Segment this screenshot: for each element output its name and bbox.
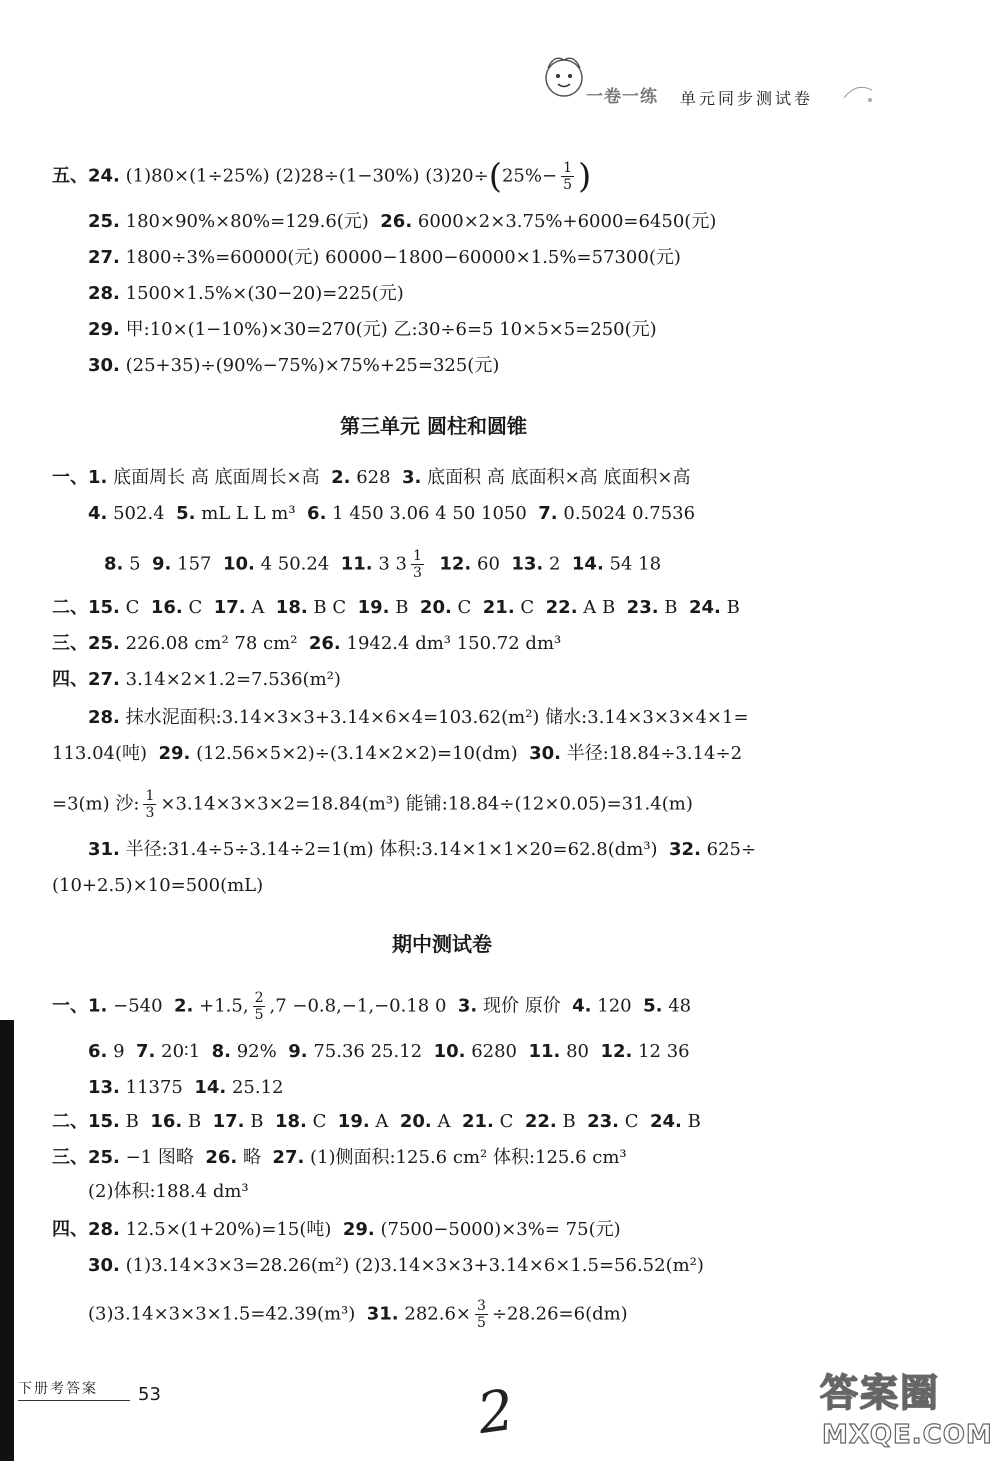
answer-line: 一、1. 底面周长 高 底面周长×高 2. 628 3. 底面积 高 底面积×高 底面积×高: [52, 467, 691, 488]
answer-line: 二、15. B 16. B 17. B 18. C 19. A 20. A 21. C 22. B 23. C 24. B: [52, 1111, 701, 1132]
scan-edge-shadow: [0, 1020, 14, 1461]
answer-line: 30. (1)3.14×3×3=28.26(m²) (2)3.14×3×3+3.14×6×1.5=56.52(m²): [88, 1255, 704, 1276]
brand-logo: 一卷一练: [586, 87, 658, 107]
section-title: 期中测试卷: [392, 932, 492, 956]
answer-line: 28. 1500×1.5%×(30−20)=225(元): [88, 283, 404, 304]
answer-line: 8. 5 9. 157 10. 4 50.24 11. 3 3 $\frac{1}{3}$ 12. 60 13. 2 14. 54 18: [104, 548, 662, 581]
footer-rule: [18, 1400, 130, 1401]
answer-line: 113.04(吨) 29. (12.56×5×2)÷(3.14×2×2)=10(dm) 30. 半径:18.84÷3.14÷2: [52, 743, 743, 764]
watermark-logo: 答案圈: [820, 1371, 941, 1415]
answer-line: 28. 抹水泥面积:3.14×3×3+3.14×6×4=103.62(m²) 储水:3.14×3×3×4×1=: [88, 707, 749, 728]
fraction: $\frac{3}{5}$: [477, 1298, 486, 1331]
watermark-url: MXQE.COM: [822, 1420, 993, 1450]
answer-line: 三、25. 226.08 cm² 78 cm² 26. 1942.4 dm³ 150.72 dm³: [52, 633, 562, 654]
series-title: 单元同步测试卷: [680, 89, 814, 108]
answer-line: 27. 1800÷3%=60000(元) 60000−1800−60000×1.5%=57300(元): [88, 247, 681, 268]
answer-line: (3)3.14×3×3×1.5=42.39(m³) 31. 282.6× $\frac{3}{5}$ ÷28.26=6(dm): [88, 1298, 628, 1331]
page-number: 53: [138, 1384, 161, 1405]
answer-line: 31. 半径:31.4÷5÷3.14÷2=1(m) 体积:3.14×1×1×20=62.8(dm³) 32. 625÷: [88, 839, 757, 860]
answer-line: 29. 甲:10×(1−10%)×30=270(元) 乙:30÷6=5 10×5×5=250(元): [88, 319, 657, 340]
answer-line: 6. 9 7. 20∶1 8. 92% 9. 75.36 25.12 10. 6280 11. 80 12. 12 36: [88, 1041, 690, 1062]
fraction: $\frac{2}{5}$: [254, 990, 264, 1023]
answer-line: (2)体积:188.4 dm³: [88, 1181, 249, 1202]
mascot-icon: [540, 52, 590, 104]
answer-line: (10+2.5)×10=500(mL): [52, 875, 264, 896]
fraction: $\frac{1}{3}$: [413, 548, 422, 581]
handwritten-mark: 2: [473, 1377, 518, 1448]
answer-line: 4. 502.4 5. mL L L m³ 6. 1 450 3.06 4 50 1050 7. 0.5024 0.7536: [88, 503, 696, 524]
answer-line: 25. 180×90%×80%=129.6(元) 26. 6000×2×3.75%+6000=6450(元): [88, 211, 717, 232]
section-title: 第三单元 圆柱和圆锥: [340, 414, 527, 438]
footer-label: 下册考答案: [18, 1381, 98, 1397]
fraction: $\frac{1}{3}$: [145, 788, 155, 821]
answer-line: 四、27. 3.14×2×1.2=7.536(m²): [52, 669, 341, 690]
answer-line: 13. 11375 14. 25.12: [88, 1077, 284, 1098]
answer-line: 30. (25+35)÷(90%−75%)×75%+25=325(元): [88, 355, 500, 376]
answer-line: 三、25. −1 图略 26. 略 27. (1)侧面积:125.6 cm² 体积:125.6 cm³: [52, 1147, 627, 1168]
answer-line: 二、15. C 16. C 17. A 18. B C 19. B 20. C 21. C 22. A B 23. B 24. B: [52, 597, 740, 618]
answer-line: 五、24. (1)80×(1÷25%) (2)28÷(1−30%) (3)20÷(25%− $\frac{1}{5}$ ): [52, 156, 592, 197]
answer-line: 一、1. −540 2. +1.5, $\frac{2}{5}$ ,7 −0.8,−1,−0.18 0 3. 现价 原价 4. 120 5. 48: [52, 990, 692, 1023]
answer-line: =3(m) 沙: $\frac{1}{3}$ ×3.14×3×3×2=18.84(m³) 能铺:18.84÷(12×0.05)=31.4(m): [52, 788, 693, 821]
fraction: $\frac{1}{5}$: [563, 160, 572, 193]
star-deco-icon: [840, 80, 876, 106]
answer-line: 四、28. 12.5×(1+20%)=15(吨) 29. (7500−5000)×3%= 75(元): [52, 1219, 621, 1240]
